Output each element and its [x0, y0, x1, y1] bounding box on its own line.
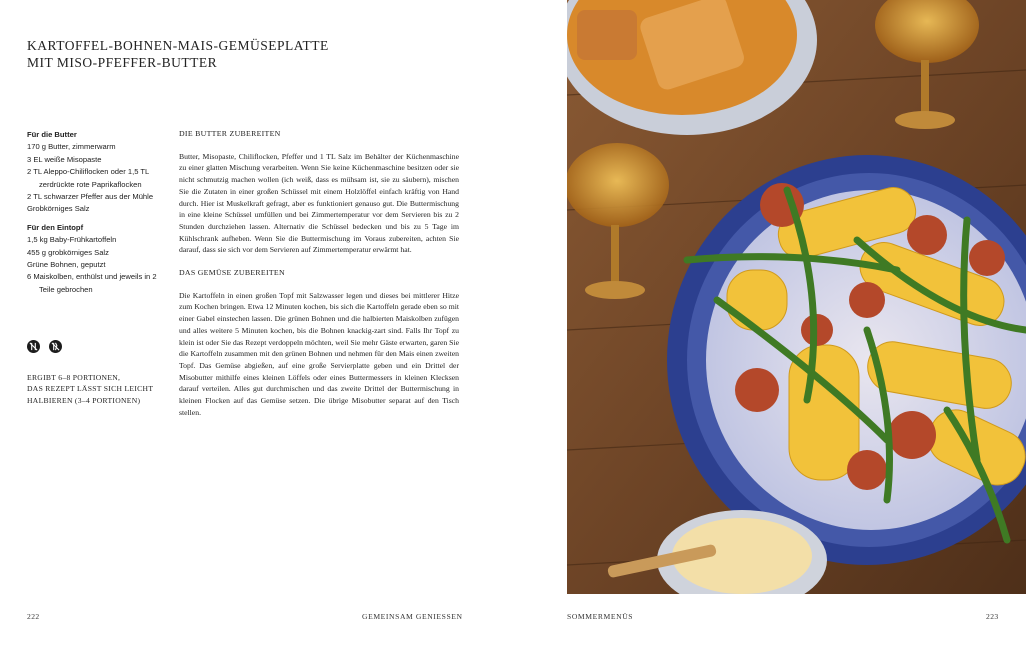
ingredient-item: 2 TL Aleppo-Chiliflocken oder 1,5 TL zerdrückte rote Paprikaflocken [27, 167, 149, 189]
running-title-left: GEMEINSAM GENIESSEN [362, 612, 463, 621]
method-text-vegetables: Die Kartoffeln in einen großen Topf mit Salzwasser legen und dieses bei mittlerer Hitze zum Kochen bringen. Etwa 12 Minuten kochen, bis sich die Kartoffeln gerade eben so mit einer Gabel einstechen lassen. Die grünen Bohnen und die halbierten Maiskolben zufügen und alles weitere 5 Minuten kochen, bis die Bohnen knackig-zart sind. Falls Ihr Topf zu klein ist oder Sie das Rezept verdoppeln möchten, weil Sie mehr Gäste erwarten, garen Sie die Kartoffeln zusammen mit den grünen Bohnen und nehmen für den Mais einen zweiten Topf. Das Gemüse abgießen, auf eine große Servierplatte geben und ein Drittel der Misobutter mithilfe eines kleinen Löffels oder eines Buttermessers in kleinen Klecksen darauf verteilen. Alles gut durchmischen und das zweite Drittel der Buttermischung in kleinen Flocken auf das Gemüse setzen. Die übrige Misobutter separat auf den Tisch stellen. [179, 290, 459, 417]
ingredient-item: Grobkörniges Salz [27, 204, 90, 214]
recipe-title [27, 37, 407, 71]
ingredient-item: 2 TL schwarzer Pfeffer aus der Mühle [27, 192, 154, 202]
method-heading-butter: DIE BUTTER ZUBEREITEN [179, 129, 281, 138]
ingredient-item: Grüne Bohnen, geputzt [27, 260, 106, 270]
method-heading-vegetables: DAS GEMÜSE ZUBEREITEN [179, 268, 285, 278]
servings-note [27, 372, 167, 406]
recipe-title-line-1: KARTOFFEL-BOHNEN-MAIS-GEMÜSEPLATTE [27, 38, 329, 53]
page-number-left: 222 [27, 612, 40, 621]
ingredient-item: 3 EL weiße Misopaste [27, 154, 102, 164]
method-text-butter: Butter, Misopaste, Chiliflocken, Pfeffer und 1 TL Salz im Behälter der Küchenmaschine zu einer glatten Mischung verarbeiten. Wenn Sie keine Küchenmaschine besitzen oder sie nicht schmutzig machen wollen (ich weiß, dass es mühsam ist, sie zu säubern), mischen Sie die Zutaten in einer großen Schüssel mit einem Holzlöffel einfach kräftig von Hand durch. Hier ist Muskelkraft gefragt, aber es funktioniert genauso gut. Die Buttermischung in eine kleine Schüssel umfüllen und bei Zimmertemperatur vor dem Servieren bis zu 2 Stunden durchziehen lassen. Alternativ die Schüssel bedecken und bis zu 5 Tage im Kühlschrank aufheben. Wenn Sie die Buttermischung im Voraus zubereiten, achten Sie darauf, dass sie sich vor dem Servieren auf Zimmertemperatur erwärmt hat. [179, 151, 459, 255]
ingredient-group-butter [27, 129, 162, 216]
recipe-title-line-2: MIT MISO-PFEFFER-BUTTER [27, 55, 218, 70]
ingredient-group-stew [27, 222, 162, 296]
ingredient-heading-stew: Für den Eintopf [27, 222, 84, 232]
ingredient-heading-butter: Für die Butter [27, 130, 77, 139]
ingredient-item: 1,5 kg Baby-Frühkartoffeln [27, 235, 117, 245]
running-title-right: SOMMERMENÜS [567, 612, 634, 621]
ingredient-item: 6 Maiskolben, enthülst und jeweils in 2 Teile gebrochen [27, 272, 157, 294]
servings-line-3: HALBIEREN (3–4 PORTIONEN) [27, 395, 141, 405]
diet-icons [27, 340, 62, 353]
page-number-right: 223 [986, 612, 999, 621]
food-photo [567, 0, 1026, 594]
method-column [179, 128, 459, 429]
ingredient-list [27, 129, 162, 296]
no-cutlery-icon [27, 340, 40, 353]
servings-line-1: ERGIBT 6–8 PORTIONEN, [27, 373, 121, 382]
ingredient-item: 170 g Butter, zimmerwarm [27, 142, 116, 152]
no-utensil-icon [49, 340, 62, 353]
servings-line-2: DAS REZEPT LÄSST SICH LEICHT [27, 384, 154, 394]
ingredient-item: 455 g grobkörniges Salz [27, 247, 109, 257]
